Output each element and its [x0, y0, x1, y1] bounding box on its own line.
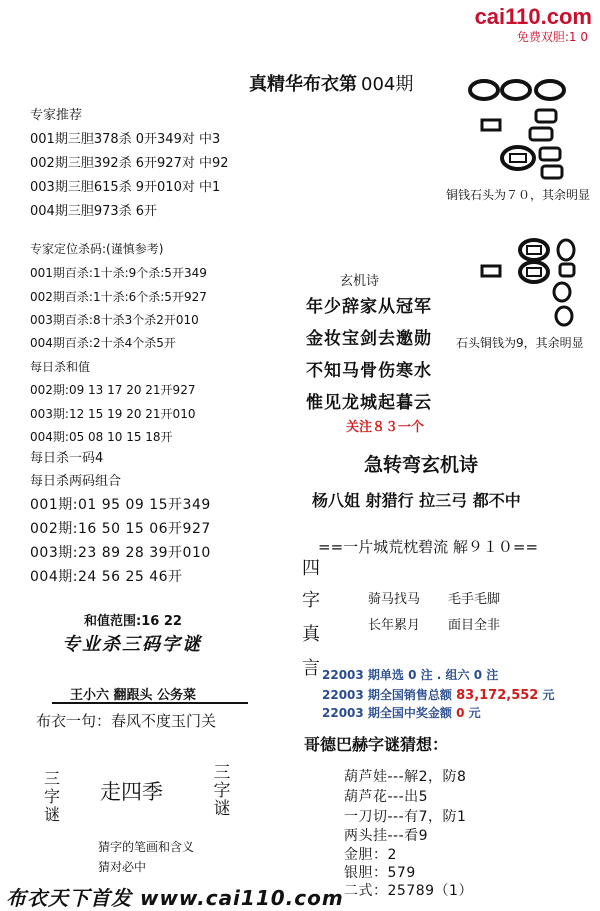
- daily-two-heading: 每日杀两码组合: [30, 474, 122, 489]
- daily-two-row: 002期:16 50 15 06开927: [30, 521, 211, 537]
- xuanji-heading: 玄机诗: [340, 274, 380, 289]
- image-caption-top: 铜钱石头为７０，其余明显: [446, 188, 591, 202]
- four-char-phrase: 长年累月: [368, 618, 421, 633]
- lottery-line-2: [322, 686, 555, 703]
- daily-sum-row: 004期:05 08 10 15 18开: [30, 430, 173, 444]
- godbach-row: 葫芦花---出5: [344, 789, 429, 805]
- godbach-heading: 哥德巴赫字谜猜想：: [304, 735, 449, 754]
- expert-row: 002期三胆392杀 6开927对 中92: [30, 156, 229, 171]
- expert-row: 004期三胆973杀 6开: [30, 204, 158, 219]
- lottery-prize-unit: 元: [464, 706, 481, 720]
- four-char-label: 真: [302, 624, 320, 645]
- four-char-label: 言: [302, 658, 320, 679]
- issue-title: [249, 70, 413, 96]
- footer-banner: 布衣天下首发 www.cai110.com: [6, 886, 344, 910]
- riddle-title: 专业杀三码字谜: [62, 634, 202, 655]
- divider: [52, 702, 248, 704]
- riddle-words: 王小六 翻跟头 公务菜: [70, 688, 197, 703]
- position-kill-row: 003期百杀:8十杀3个杀2开010: [30, 313, 199, 327]
- lottery-prize-label: 22003 期全国中奖金额: [322, 706, 457, 720]
- daily-sum-heading: 每日杀和值: [30, 360, 91, 374]
- brand-subtitle: 免费双胆:1 0: [516, 30, 588, 44]
- godbach-row: 葫芦娃---解2，防8: [344, 769, 467, 785]
- position-kill-row: 002期百杀:1十杀:6个杀:5开927: [30, 290, 207, 304]
- four-char-label: 四: [302, 558, 320, 579]
- riddle-hint: 猜对必中: [98, 860, 147, 874]
- sum-range: 和值范围:16 22: [84, 614, 182, 629]
- castle-line: ==一片城荒枕碧流 解９１０==: [318, 538, 539, 556]
- expert-heading: 专家推荐: [30, 108, 83, 123]
- daily-two-row: 003期:23 89 28 39开010: [30, 545, 211, 561]
- lottery-prize-value: 0: [456, 706, 465, 720]
- four-char-phrase: 面目全非: [448, 618, 501, 633]
- lottery-sales-unit: 元: [538, 688, 555, 702]
- lottery-line-3: [322, 704, 481, 721]
- godbach-row: 金胆：2: [344, 847, 397, 863]
- xuanji-line: 年少辞家从冠军: [306, 297, 432, 317]
- godbach-row: 两头挂---看9: [344, 828, 429, 844]
- turn-poem-line: 杨八姐 射猎行 拉三弓 都不中: [312, 491, 521, 510]
- position-kill-heading: 专家定位杀码:(谨慎参考): [30, 242, 164, 256]
- three-char-right: 三字谜: [213, 763, 231, 819]
- title-main: 真精华布衣第: [249, 74, 357, 95]
- lottery-line-1: 22003 期单选 0 注 . 组六 0 注: [322, 668, 499, 682]
- daily-two-row: 001期:01 95 09 15开349: [30, 497, 211, 513]
- lottery-sales-label: 22003 期全国销售总额: [322, 688, 457, 702]
- position-kill-row: 004期百杀:2十杀4个杀5开: [30, 336, 176, 350]
- daily-two-row: 004期:24 56 25 46开: [30, 569, 183, 585]
- three-char-left: 三字谜: [43, 769, 60, 824]
- center-riddle: 走四季: [100, 780, 163, 804]
- position-kill-row: 001期百杀:1十杀:9个杀:5开349: [30, 266, 207, 280]
- godbach-row: 银胆：579: [344, 865, 416, 881]
- lottery-sales-value: 83,172,552: [456, 688, 539, 703]
- four-char-phrase: 毛手毛脚: [448, 592, 501, 607]
- xuanji-focus: 关注８３一个: [346, 420, 425, 435]
- expert-row: 001期三胆378杀 0开349对 中3: [30, 132, 221, 147]
- buyi-sentence: 布衣一句：春风不度玉门关: [36, 712, 217, 730]
- four-char-phrase: 骑马找马: [368, 592, 421, 607]
- godbach-row: 二式：25789（1）: [344, 883, 473, 899]
- title-issue: 004期: [361, 74, 414, 95]
- xuanji-line: 不知马骨伤寒水: [306, 361, 432, 381]
- daily-one-code: 每日杀一码4: [30, 451, 104, 466]
- expert-row: 003期三胆615杀 9开010对 中1: [30, 180, 221, 195]
- riddle-hint: 猜字的笔画和含义: [98, 840, 195, 854]
- image-caption-bottom: 石头铜钱为9，其余明显: [456, 336, 584, 350]
- xuanji-line: 金妆宝剑去邀勋: [306, 329, 432, 349]
- daily-sum-row: 003期:12 15 19 20 21开010: [30, 407, 196, 421]
- coin-stone-seven-image: [468, 76, 578, 186]
- godbach-row: 一刀切---有7，防1: [344, 809, 467, 825]
- turn-poem-title: 急转弯玄机诗: [364, 454, 479, 476]
- xuanji-line: 惟见龙城起暮云: [306, 393, 432, 413]
- four-char-label: 字: [302, 590, 320, 611]
- daily-sum-row: 002期:09 13 17 20 21开927: [30, 383, 196, 397]
- brand-site: cai110.com: [474, 4, 592, 29]
- coin-stone-nine-image: [476, 236, 586, 332]
